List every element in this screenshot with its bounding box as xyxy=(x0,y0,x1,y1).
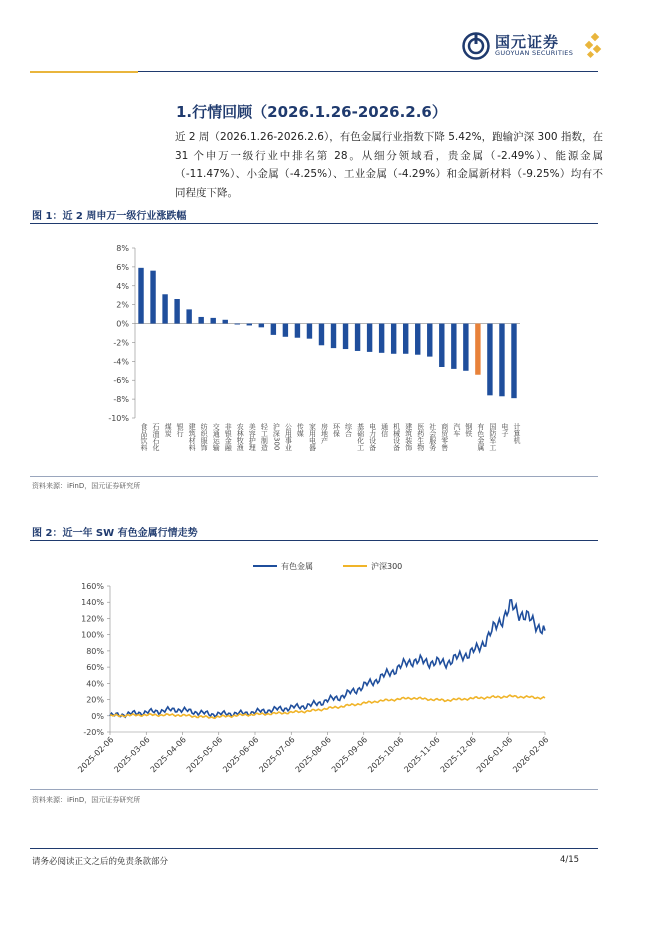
y-tick-label: 2% xyxy=(116,300,129,310)
y-tick-label: -2% xyxy=(113,338,129,348)
y-tick-label: 60% xyxy=(86,663,104,673)
legend-label: 沪深300 xyxy=(371,562,403,571)
y-tick-label: 20% xyxy=(86,695,104,705)
bar-综合 xyxy=(343,324,348,350)
y-tick-label: 120% xyxy=(81,614,104,624)
category-label: 沪深300 xyxy=(272,423,281,451)
y-tick-label: -6% xyxy=(113,376,129,386)
y-tick-label: 80% xyxy=(86,646,104,656)
y-tick-label: 0% xyxy=(116,319,129,329)
y-tick-label: 40% xyxy=(86,679,104,689)
bar-机械设备 xyxy=(391,324,396,354)
header-rule-blue xyxy=(138,71,598,72)
bar-环保 xyxy=(331,324,336,349)
category-label: 轻工制造 xyxy=(260,423,269,451)
x-tick-label: 2026-02-06 xyxy=(511,735,551,775)
bar-国防军工 xyxy=(487,324,492,396)
bar-商贸零售 xyxy=(439,324,444,367)
brand-name-cn: 国元证券 xyxy=(495,33,560,51)
category-label: 通信 xyxy=(380,423,389,437)
bar-非银金融 xyxy=(223,320,228,324)
bar-电力设备 xyxy=(367,324,372,352)
y-tick-label: 6% xyxy=(116,262,129,272)
category-label: 传媒 xyxy=(296,423,305,437)
bar-传媒 xyxy=(295,324,300,338)
y-tick-label: -8% xyxy=(113,395,129,405)
category-label: 石油石化 xyxy=(152,423,161,451)
category-label: 机械设备 xyxy=(392,423,401,451)
bar-农林牧渔 xyxy=(235,324,240,325)
brand-gold-mark-icon xyxy=(583,32,603,60)
x-tick-label: 2025-05-06 xyxy=(184,735,225,775)
category-label: 钢铁 xyxy=(464,423,473,437)
header-rule-gold xyxy=(30,71,138,73)
figure1-title: 图 1：近 2 周申万一级行业涨跌幅 xyxy=(32,211,187,222)
y-tick-label: -10% xyxy=(108,414,129,423)
brand-name-en: GUOYUAN SECURITIES xyxy=(495,49,574,57)
category-label: 农林牧渔 xyxy=(236,423,245,451)
bar-建筑装饰 xyxy=(403,324,408,354)
y-tick-label: 100% xyxy=(81,630,104,640)
category-label: 社会服务 xyxy=(428,423,437,451)
figure1-bottom-rule xyxy=(30,476,598,477)
bar-基础化工 xyxy=(355,324,360,351)
bar-钢铁 xyxy=(463,324,468,371)
footer-rule xyxy=(30,848,598,849)
x-tick-label: 2025-09-06 xyxy=(329,735,370,775)
series-line-有色金属 xyxy=(110,600,545,717)
category-label: 商贸零售 xyxy=(440,423,449,451)
bar-计算机 xyxy=(511,324,516,399)
y-tick-label: 140% xyxy=(81,598,104,608)
figure2-top-rule xyxy=(30,540,598,541)
bar-交通运输 xyxy=(210,318,215,324)
bar-石油石化 xyxy=(150,271,155,324)
x-tick-label: 2025-04-06 xyxy=(148,735,188,775)
category-label: 房地产 xyxy=(320,423,329,444)
y-tick-label: -20% xyxy=(83,728,104,737)
bar-医药生物 xyxy=(415,324,420,355)
y-tick-label: 0% xyxy=(91,711,104,721)
brand-logo xyxy=(462,30,612,64)
category-label: 基础化工 xyxy=(356,423,365,451)
bar-社会服务 xyxy=(427,324,432,357)
category-label: 交通运输 xyxy=(212,423,221,451)
bar-煤炭 xyxy=(162,294,167,323)
y-tick-label: 8% xyxy=(116,244,129,253)
category-label: 公用事业 xyxy=(284,423,293,451)
category-label: 建筑材料 xyxy=(188,423,197,451)
category-label: 医药生物 xyxy=(416,423,425,451)
bar-轻工制造 xyxy=(259,324,264,328)
bar-有色金属 xyxy=(475,324,480,375)
figure1-top-rule xyxy=(30,223,598,224)
y-tick-label: 4% xyxy=(116,281,129,291)
category-label: 计算机 xyxy=(512,423,521,444)
category-label: 煤炭 xyxy=(164,423,173,437)
y-tick-label: 160% xyxy=(81,582,104,591)
category-label: 建筑装饰 xyxy=(404,423,413,451)
figure2-title: 图 2：近一年 SW 有色金属行情走势 xyxy=(32,528,198,539)
category-label: 纺织服饰 xyxy=(200,423,209,451)
x-tick-label: 2025-02-06 xyxy=(76,735,116,775)
section-title: 1.行情回顾（2026.1.26-2026.2.6） xyxy=(176,103,447,121)
bar-建筑材料 xyxy=(186,309,191,323)
figure2-line-chart xyxy=(70,556,560,786)
legend-label: 有色金属 xyxy=(281,562,313,571)
bar-食品饮料 xyxy=(138,268,143,324)
page-number: 4/15 xyxy=(560,855,580,865)
brand-emblem-icon xyxy=(462,32,490,60)
figure1-bar-chart xyxy=(100,238,540,476)
x-tick-label: 2025-11-06 xyxy=(402,735,442,775)
category-label: 汽车 xyxy=(452,423,461,437)
x-tick-label: 2026-01-06 xyxy=(474,735,515,775)
bar-公用事业 xyxy=(283,324,288,337)
bar-房地产 xyxy=(319,324,324,346)
category-label: 综合 xyxy=(344,423,353,437)
category-label: 食品饮料 xyxy=(140,423,149,451)
series-line-沪深300 xyxy=(110,695,545,718)
category-label: 环保 xyxy=(332,423,341,437)
category-label: 电子 xyxy=(500,423,509,437)
category-label: 国防军工 xyxy=(488,423,497,451)
category-label: 美容护理 xyxy=(248,423,257,451)
bar-电子 xyxy=(499,324,504,397)
bar-汽车 xyxy=(451,324,456,369)
category-label: 非银金融 xyxy=(224,423,233,451)
category-label: 有色金属 xyxy=(476,423,485,451)
x-tick-label: 2025-08-06 xyxy=(293,735,333,775)
category-label: 电力设备 xyxy=(368,423,377,451)
x-tick-label: 2025-12-06 xyxy=(438,735,478,775)
category-label: 家用电器 xyxy=(308,423,317,451)
bar-银行 xyxy=(174,299,179,324)
x-tick-label: 2025-10-06 xyxy=(366,735,406,775)
figure2-bottom-rule xyxy=(30,789,598,790)
category-label: 银行 xyxy=(176,423,185,437)
x-tick-label: 2025-06-06 xyxy=(221,735,261,775)
figure1-source: 资料来源：iFinD，国元证券研究所 xyxy=(32,482,141,490)
y-tick-label: -4% xyxy=(113,357,129,367)
footer-disclaimer: 请务必阅读正文之后的免责条款部分 xyxy=(32,857,169,867)
figure2-source: 资料来源：iFinD，国元证券研究所 xyxy=(32,796,141,804)
bar-美容护理 xyxy=(247,324,252,326)
bar-纺织服饰 xyxy=(198,317,203,324)
bar-家用电器 xyxy=(307,324,312,339)
bar-通信 xyxy=(379,324,384,353)
x-tick-label: 2025-07-06 xyxy=(257,735,297,775)
bar-沪深300 xyxy=(271,324,276,335)
x-tick-label: 2025-03-06 xyxy=(112,735,152,775)
section-paragraph: 近 2 周（2026.1.26-2026.2.6），有色金属行业指数下降 5.42%，跑输沪深 300 指数，在 31 个申万一级行业中排名第 28。从细分领域看，贵金属（-2.49%）、能源金属（-11.47%）、小金属（-4.25%）、工业金属（-4.29%）和金属新材料（-9.25%）均有不同程度下降。 xyxy=(175,131,603,199)
